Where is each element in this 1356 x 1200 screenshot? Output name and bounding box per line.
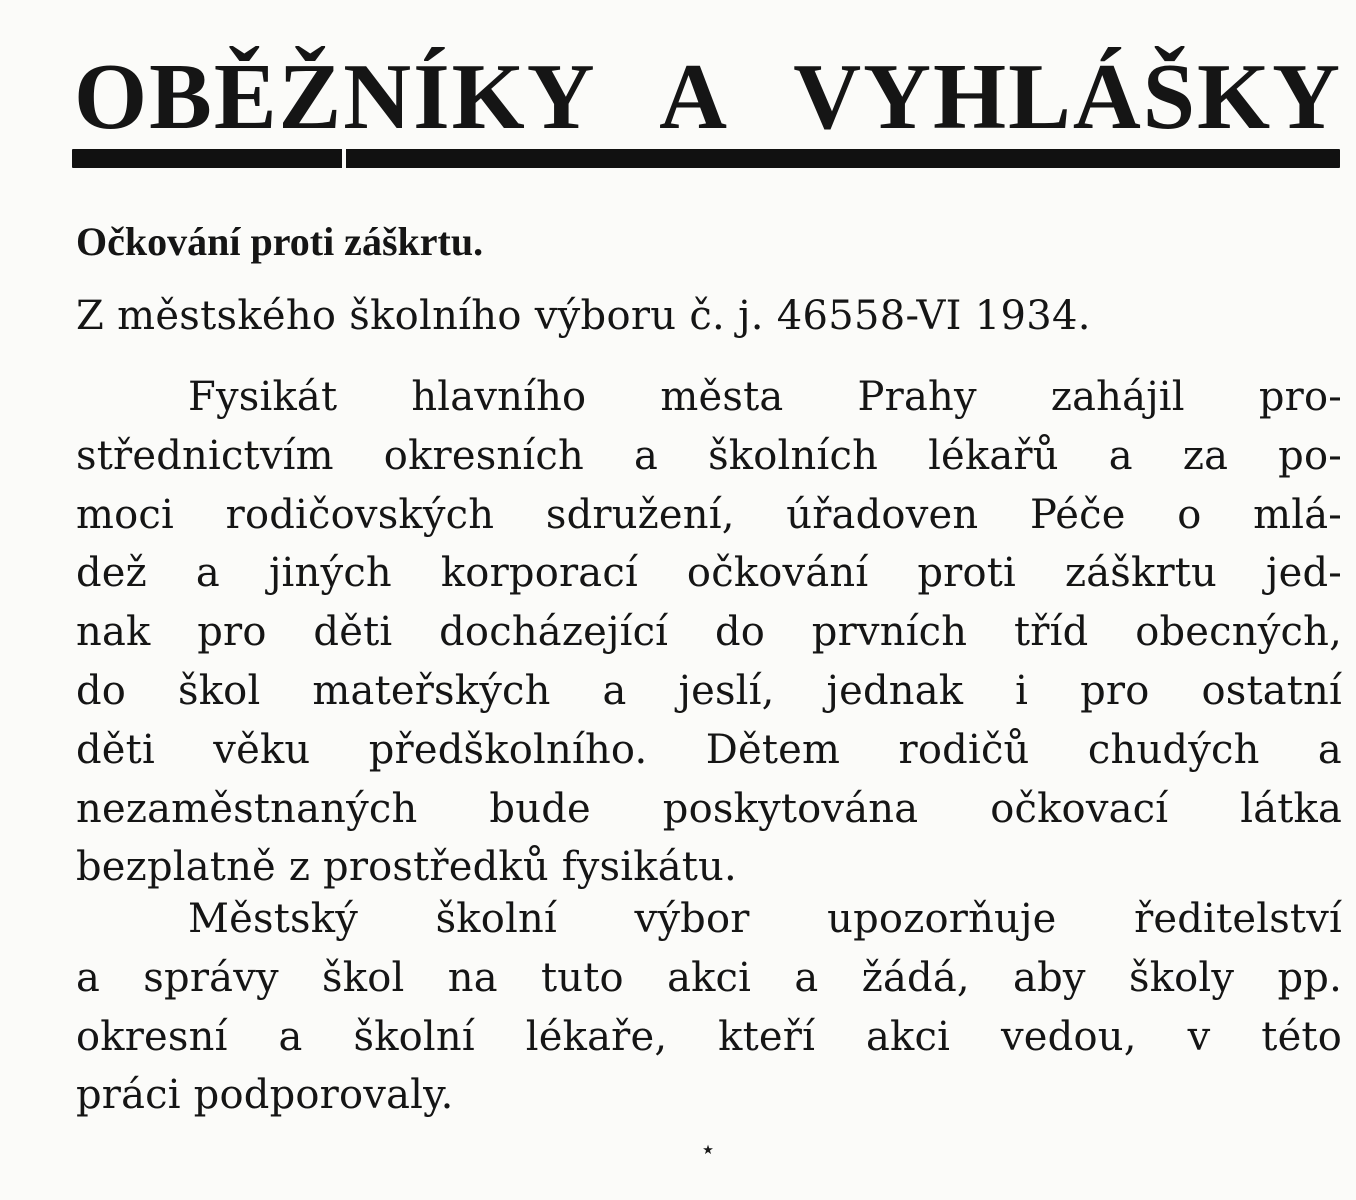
masthead-title: OBĚŽNÍKY A VYHLÁŠKY <box>74 45 1342 149</box>
masthead-rule <box>72 149 1340 168</box>
paragraph-line: střednictvím okresních a školních lékařů a za po- <box>76 432 1342 479</box>
paragraph-line: dež a jiných korporací očkování proti záškrtu jed- <box>76 550 1342 597</box>
paragraph-line: Městský školní výbor upozorňuje ředitelství <box>188 896 1342 942</box>
paragraph-line: děti věku předškolního. Dětem rodičů chudých a <box>76 726 1342 773</box>
paragraph-line: Fysikát hlavního města Prahy zahájil pro- <box>188 374 1342 420</box>
paragraph-line: bezplatně z prostředků fysikátu. <box>76 844 737 891</box>
paragraph-line: do škol mateřských a jeslí, jednak i pro ostatní <box>76 667 1342 714</box>
article-paragraph-2 <box>76 890 1342 1125</box>
paragraph-line: a správy škol na tuto akci a žádá, aby školy pp. <box>76 954 1342 1001</box>
article-heading: Očkování proti záškrtu. <box>76 219 484 264</box>
article-paragraph-1 <box>76 368 1342 897</box>
paragraph-line: moci rodičovských sdružení, úřadoven Péče o mlá- <box>76 491 1342 538</box>
paragraph-line: nezaměstnaných bude poskytována očkovací látka <box>76 785 1342 832</box>
end-ornament-star-icon: ⋆ <box>699 1135 717 1165</box>
masthead-rule-gap <box>342 149 346 168</box>
paragraph-line: okresní a školní lékaře, kteří akci vedou, v této <box>76 1013 1342 1060</box>
paragraph-line: nak pro děti docházející do prvních tříd obecných, <box>76 609 1342 656</box>
paragraph-line: práci podporovaly. <box>76 1072 454 1119</box>
article-reference: Z městského školního výboru č. j. 46558-VI 1934. <box>76 293 1091 339</box>
